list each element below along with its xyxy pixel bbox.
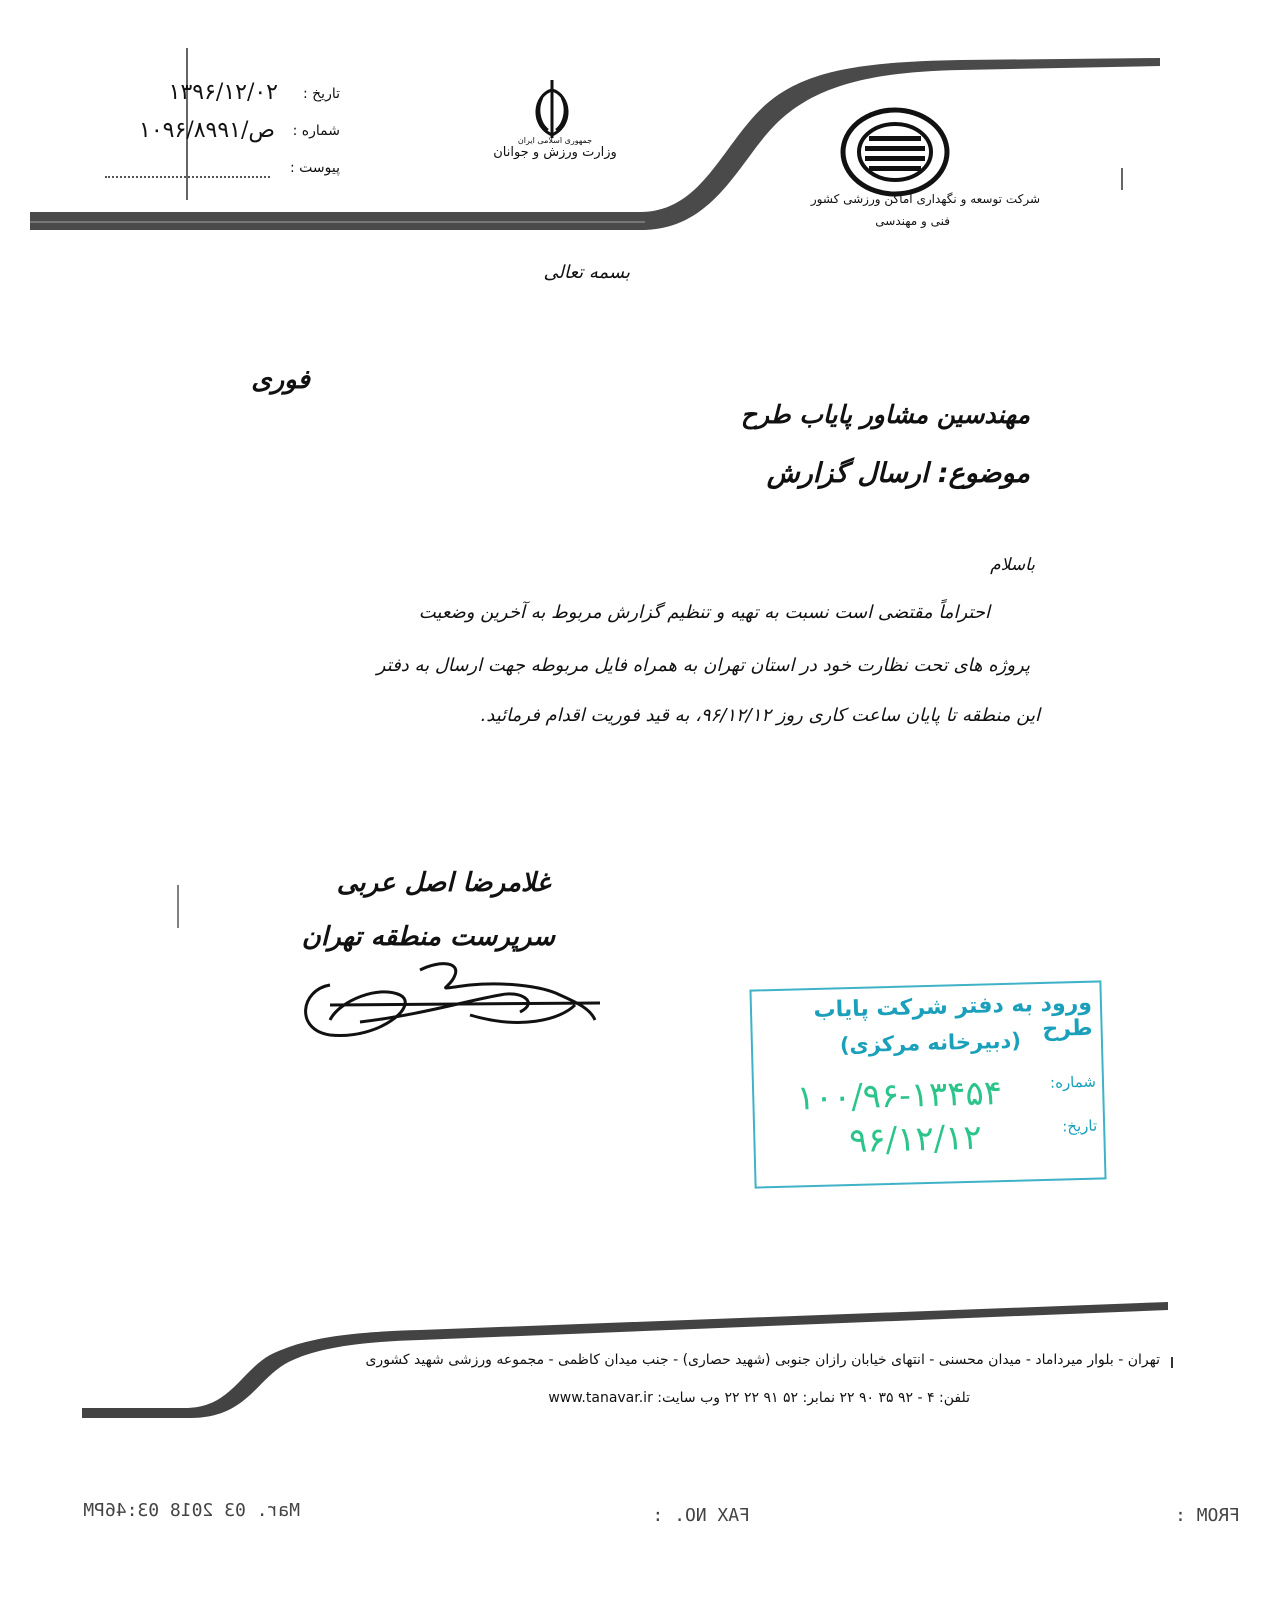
- stamp-number-value: ۱۰۰/۹۶-۱۳۴۵۴: [796, 1073, 1003, 1119]
- subject: موضوع: ارسال گزارش: [766, 458, 1030, 489]
- stamp-line2: (دبیرخانه مرکزی): [839, 1028, 1022, 1058]
- ministry-block: [470, 136, 640, 160]
- ministry-name: وزارت ورزش و جوانان: [493, 145, 617, 160]
- company-logo-icon: [843, 110, 947, 194]
- fax-number: FAX NO. :: [652, 1505, 750, 1526]
- footer-address: تهران - بلوار میرداماد - میدان محسنی - انتهای خیابان رازان جنوبی (شهید حصاری) - جنب میدان کاظمی - مجموعه ورزشی شهید کشوری: [365, 1352, 1160, 1368]
- number-label: شماره :: [292, 123, 340, 139]
- iran-emblem-icon: [537, 80, 567, 138]
- fax-from: FROM :: [1174, 1505, 1240, 1526]
- stamp-number-label: شماره:: [1049, 1072, 1097, 1092]
- fax-datetime: Mar. 03 2018 03:46PM: [83, 1500, 300, 1521]
- body-line-3: این منطقه تا پایان ساعت کاری روز ۹۶/۱۲/۱۲، به قید فوریت اقدام فرمائید.: [480, 705, 1040, 726]
- date-value: ۱۳۹۶/۱۲/۰۲: [168, 80, 278, 105]
- signature-icon: [306, 964, 600, 1036]
- body-line-1: احتراماً مقتضی است نسبت به تهیه و تنظیم گزارش مربوط به آخرین وضعیت: [418, 602, 990, 623]
- attachment-dotted-line: [105, 176, 270, 178]
- bismillah: بسمه تعالی: [543, 262, 630, 283]
- body-line-2: پروژه های تحت نظارت خود در استان تهران به همراه فایل مربوطه جهت ارسال به دفتر: [376, 655, 1030, 676]
- ministry-small: جمهوری اسلامی ایران: [517, 136, 593, 145]
- date-label: تاریخ :: [302, 86, 340, 102]
- footer-phones: تلفن: ۴ - ۹۲ ۳۵ ۹۰ ۲۲ نمابر: ۵۲ ۹۱ ۲۲ ۲۲ وب سایت: www.tanavar.ir: [548, 1390, 970, 1406]
- attachment-label: پیوست :: [290, 160, 340, 176]
- signer-title: سرپرست منطقه تهران: [301, 922, 555, 952]
- company-line2: فنی و مهندسی: [875, 214, 950, 228]
- stamp-date-value: ۹۶/۱۲/۱۲: [848, 1117, 983, 1162]
- signer-name: غلامرضا اصل عربی: [336, 868, 550, 898]
- urgent-label: فوری: [251, 365, 310, 395]
- greeting: باسلام: [990, 555, 1035, 575]
- company-block: [770, 188, 1040, 232]
- recipient: مهندسین مشاور پایاب طرح: [740, 400, 1030, 429]
- stamp-line1: ورود به دفتر شرکت پایاب طرح: [813, 990, 1093, 1042]
- number-value: ۱۰۹۶/۸۹۹۱/ص: [139, 118, 275, 143]
- company-line1: شرکت توسعه و نگهداری اماکن ورزشی کشور: [810, 192, 1040, 206]
- receipt-stamp: [749, 980, 1106, 1188]
- stamp-date-label: تاریخ:: [1062, 1116, 1098, 1136]
